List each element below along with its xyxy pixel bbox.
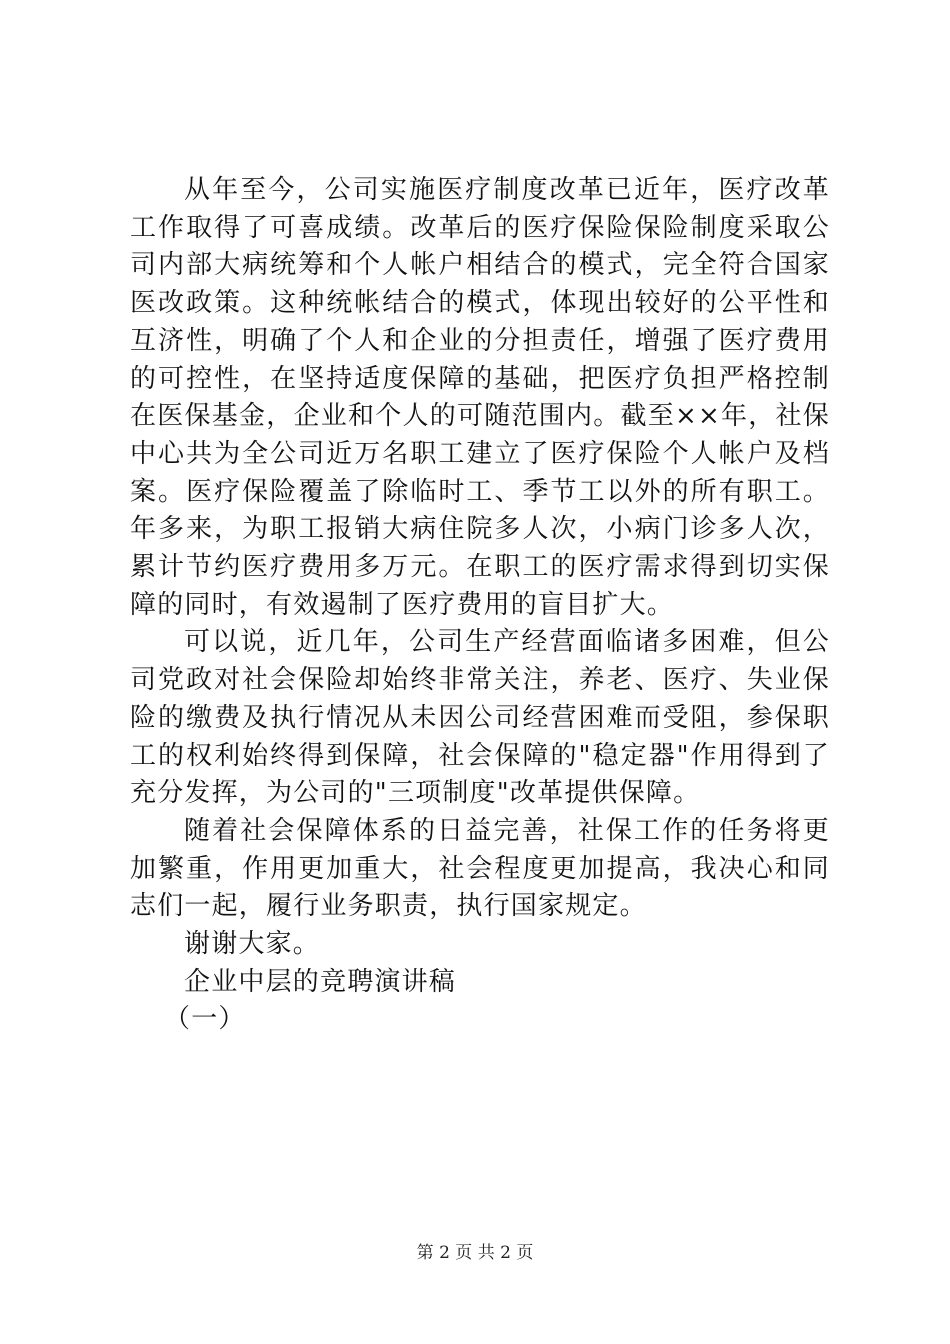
document-body [130,172,830,1039]
page-footer: 第 2 页 共 2 页 [416,1243,534,1263]
paragraph-medical-reform: 从年至今，公司实施医疗制度改革已近年，医疗改革工作取得了可喜成绩。改革后的医疗保险保险制度采取公司内部大病统筹和个人帐户相结合的模式，完全符合国家医改政策。这种统帐结合的模式，体现出较好的公平性和互济性，明确了个人和企业的分担责任，增强了医疗费用的可控性，在坚持适度保障的基础，把医疗负担严格控制在医保基金，企业和个人的可随范围内。截至××年，社保中心共为全公司近万名职工建立了医疗保险个人帐户及档案。医疗保险覆盖了除临时工、季节工以外的所有职工。年多来，为职工报销大病住院多人次，小病门诊多人次，累计节约医疗费用多万元。在职工的医疗需求得到切实保障的同时，有效遏制了医疗费用的盲目扩大。 [130,175,830,620]
section-title: 企业中层的竞聘演讲稿 [184,966,457,997]
paragraph-thanks: 谢谢大家。 [184,929,321,960]
paragraph-resolution: 随着社会保障体系的日益完善，社保工作的任务将更加繁重，作用更加重大，社会程度更加提高，我决心和同志们一起，履行业务职责，执行国家规定。 [130,815,830,922]
section-number: （一） [164,1004,246,1035]
paragraph-social-insurance: 可以说，近几年，公司生产经营面临诸多困难，但公司党政对社会保险却始终非常关注，养老、医疗、失业保险的缴费及执行情况从未因公司经营困难而受阻，参保职工的权利始终得到保障，社会保障的"稳定器"作用得到了充分发挥，为公司的"三项制度"改革提供保障。 [130,627,830,809]
